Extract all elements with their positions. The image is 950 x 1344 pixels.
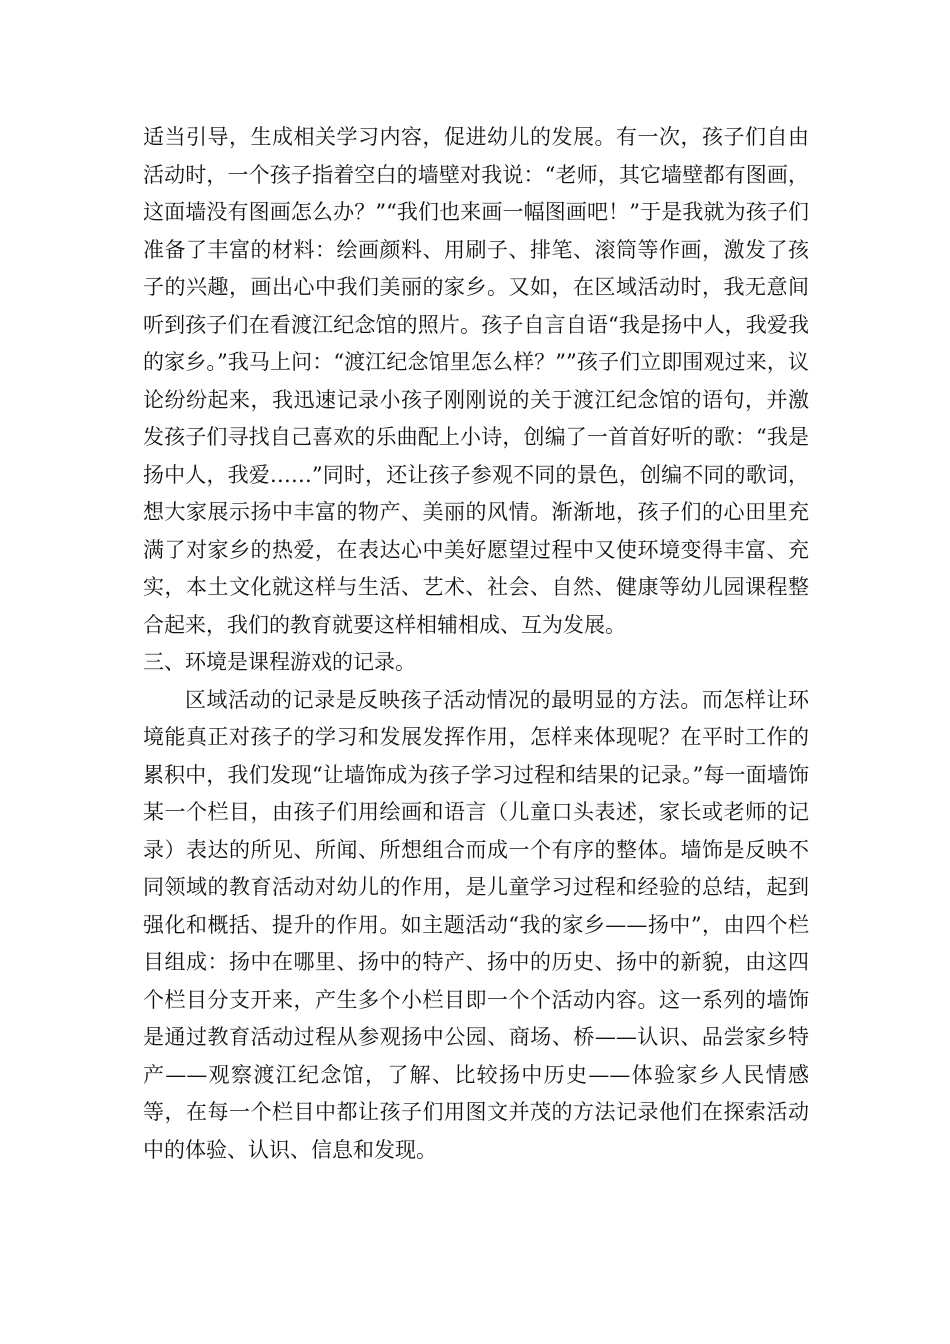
body-paragraph: 区域活动的记录是反映孩子活动情况的最明显的方法。而怎样让环境能真正对孩子的学习和发展发挥作用，怎样来体现呢？在平时工作的累积中，我们发现“让墙饰成为孩子学习过程和结果的记录。”每一面墙饰某一个栏目，由孩子们用绘画和语言（儿童口头表述，家长或老师的记录）表达的所见、所闻、所想组合而成一个有序的整体。墙饰是反映不同领域的教育活动对幼儿的作用，是儿童学习过程和经验的总结，起到强化和概括、提升的作用。如主题活动“我的家乡——扬中”，由四个栏目组成：扬中在哪里、扬中的特产、扬中的历史、扬中的新貌，由这四个栏目分支开来，产生多个小栏目即一个个活动内容。这一系列的墙饰是通过教育活动过程从参观扬中公园、商场、桥——认识、品尝家乡特产——观察渡江纪念馆，了解、比较扬中历史——体验家乡人民情感等，在每一个栏目中都让孩子们用图文并茂的方法记录他们在探索活动中的体验、认识、信息和发现。 [143, 687, 809, 1162]
body-paragraph-continued: 适当引导，生成相关学习内容，促进幼儿的发展。有一次，孩子们自由活动时，一个孩子指着空白的墙壁对我说：“老师，其它墙壁都有图画，这面墙没有图画怎么办？”“我们也来画一幅图画吧！”于是我就为孩子们准备了丰富的材料：绘画颜料、用刷子、排笔、滚筒等作画，激发了孩子的兴趣，画出心中我们美丽的家乡。又如，在区域活动时，我无意间听到孩子们在看渡江纪念馆的照片。孩子自言自语“我是扬中人，我爱我的家乡。”我马上问：“渡江纪念馆里怎么样？””孩子们立即围观过来，议论纷纷起来，我迅速记录小孩子刚刚说的关于渡江纪念馆的语句，并激发孩子们寻找自己喜欢的乐曲配上小诗，创编了一首首好听的歌：“我是扬中人，我爱……”同时，还让孩子参观不同的景色，创编不同的歌词，想大家展示扬中丰富的物产、美丽的风情。渐渐地，孩子们的心田里充满了对家乡的热爱，在表达心中美好愿望过程中又使环境变得丰富、充实，本土文化就这样与生活、艺术、社会、自然、健康等幼儿园课程整合起来，我们的教育就要这样相辅相成、互为发展。 [143, 125, 809, 637]
section-heading: 三、环境是课程游戏的记录。 [143, 650, 416, 674]
document-body [143, 119, 809, 1169]
